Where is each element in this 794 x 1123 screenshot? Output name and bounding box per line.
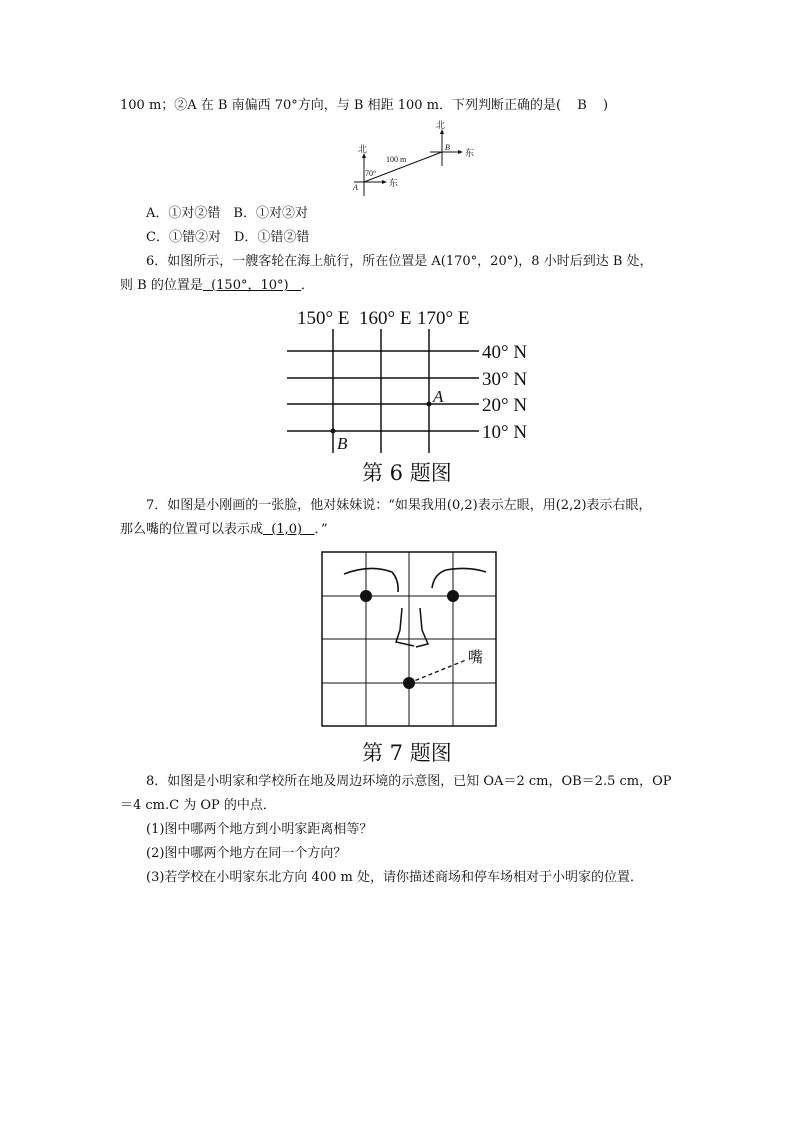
q6-grid-figure (285, 305, 545, 455)
q5-options-row1: A．①对②错 B．①对②对 (146, 206, 308, 221)
q6-stem-post: ． (301, 278, 315, 293)
q6-stem-line2 (120, 277, 314, 295)
q6-answer: (150°，10°) (211, 278, 289, 293)
q7-answer-blank (263, 522, 315, 537)
q6-answer-blank (203, 278, 301, 293)
q8-stem-line2: ＝4 cm.C 为 OP 的中点． (120, 798, 276, 813)
q5-east-left: 东 (389, 178, 399, 188)
q5-close: ) (602, 98, 609, 113)
q6-point-a-label: A (433, 387, 444, 406)
q6-point-b-label: B (337, 434, 348, 453)
q6-stem-line1: 6．如图所示，一艘客轮在海上航行，所在位置是 A(170°，20°)，8 小时后到达 B 处， (146, 254, 653, 269)
q6-lon-label-170: 170° E (417, 308, 470, 329)
q7-stem-line2 (120, 521, 328, 539)
q5-north-left: 北 (358, 144, 368, 154)
q5-point-a: A (353, 183, 358, 192)
q5-answer: B (577, 98, 587, 113)
q6-point-b-dot (331, 429, 336, 434)
q5-point-b: B (445, 143, 450, 152)
q7-right-eye (447, 590, 459, 602)
q5-angle: 70° (365, 169, 377, 178)
q5-direction-figure (350, 120, 490, 200)
q6-lon-label-150: 150° E (297, 308, 350, 329)
q6-lat-label-20: 20° N (482, 395, 528, 416)
q6-caption: 第 6 题图 (362, 461, 452, 485)
q7-stem-line1: 7．如图是小刚画的一张脸，他对妹妹说：“如果我用(0,2)表示左眼，用(2,2)表示右眼， (146, 498, 652, 513)
q7-stem-post: ．” (314, 522, 328, 537)
q5-north-top: 北 (436, 120, 446, 130)
q7-answer: (1,0) (271, 522, 303, 537)
q6-lat-label-30: 30° N (482, 369, 528, 390)
q7-mouth-pointer (409, 660, 466, 683)
q8-sub3: (3)若学校在小明家东北方向 400 m 处，请你描述商场和停车场相对于小明家的位置． (146, 870, 643, 885)
q8-sub2: (2)图中哪两个地方在同一个方向？ (146, 846, 347, 861)
q7-stem-pre: 那么嘴的位置可以表示成 (120, 522, 264, 537)
q6-point-a-dot (427, 402, 432, 407)
q5-stem (120, 97, 608, 115)
q7-nose (396, 608, 414, 646)
q7-caption: 第 7 题图 (362, 741, 452, 765)
q5-options-row2: C．①错②对 D．①错②错 (146, 230, 310, 245)
q7-face-grid-figure (320, 550, 500, 730)
q6-lat-label-10: 10° N (482, 422, 528, 443)
q8-sub1: (1)图中哪两个地方到小明家距离相等？ (146, 822, 373, 837)
q6-stem-pre: 则 B 的位置是 (120, 278, 203, 293)
q5-distance: 100 m (386, 155, 407, 164)
q5-stem-text: 100 m；②A 在 B 南偏西 70°方向，与 B 相距 100 m．下列判断正确的是( (120, 98, 562, 113)
q8-stem-line1: 8．如图是小明家和学校所在地及周边环境的示意图，已知 OA＝2 cm，OB＝2.5 cm，OP (146, 774, 672, 789)
q7-left-eye (360, 590, 372, 602)
q7-mouth-label: 嘴 (468, 650, 484, 666)
q7-left-eyebrow (344, 568, 398, 592)
q7-right-eyebrow (432, 568, 486, 588)
q6-lat-label-40: 40° N (482, 342, 528, 363)
q6-lon-label-160: 160° E (359, 308, 412, 329)
q5-east-right: 东 (465, 148, 475, 158)
